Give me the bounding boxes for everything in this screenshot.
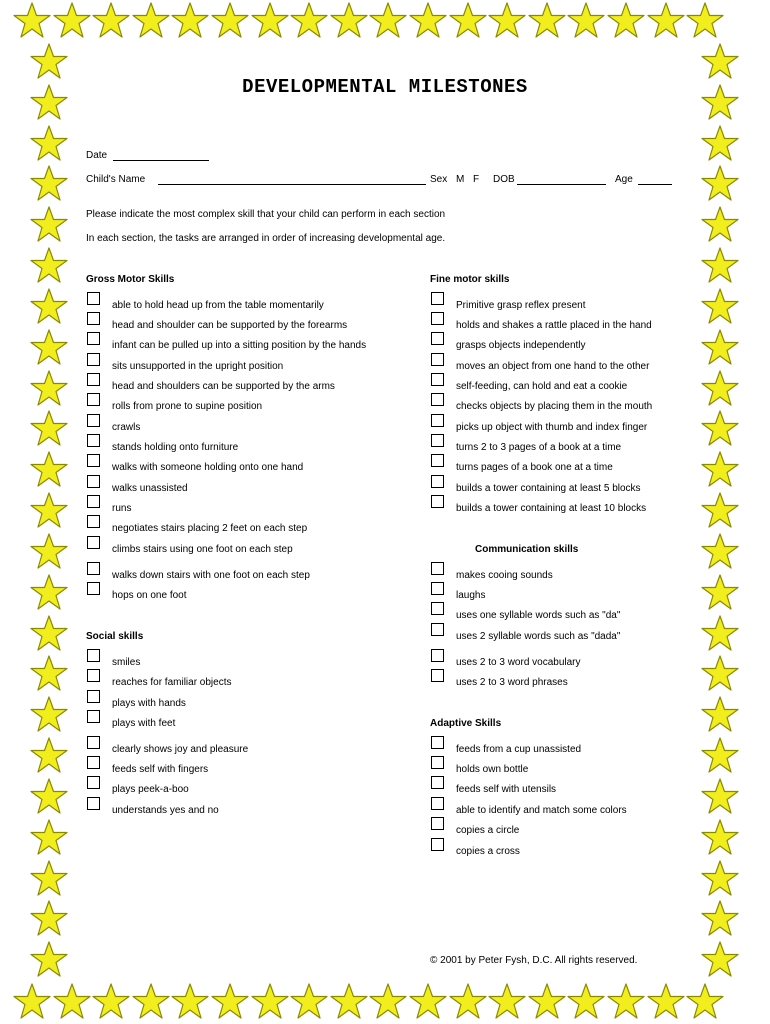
checklist-item-label: copies a circle — [456, 825, 520, 836]
checkbox[interactable] — [431, 602, 444, 615]
star-icon — [369, 983, 407, 1021]
star-icon — [701, 860, 739, 898]
checkbox[interactable] — [87, 649, 100, 662]
checklist-item-label: copies a cross — [456, 846, 520, 857]
checklist-item-label: head and shoulders can be supported by the arms — [112, 381, 335, 392]
star-icon — [132, 983, 170, 1021]
star-icon — [30, 819, 68, 857]
checklist-item-label: uses 2 syllable words such as "dada" — [456, 631, 621, 642]
checklist-item-label: turns 2 to 3 pages of a book at a time — [456, 442, 622, 453]
checklist-item-label: infant can be pulled up into a sitting position by the hands — [112, 340, 367, 351]
star-icon — [488, 983, 526, 1021]
star-icon — [607, 983, 645, 1021]
star-icon — [30, 370, 68, 408]
star-icon — [290, 983, 328, 1021]
star-icon — [701, 451, 739, 489]
gross-motor-title: Gross Motor Skills — [86, 274, 175, 285]
checkbox[interactable] — [87, 312, 100, 325]
star-icon — [290, 2, 328, 40]
instruction-line: Please indicate the most complex skill that your child can perform in each section — [86, 209, 446, 220]
sex-label: Sex — [430, 174, 448, 185]
star-icon — [701, 370, 739, 408]
checkbox[interactable] — [431, 495, 444, 508]
star-icon — [647, 983, 685, 1021]
star-icon — [701, 410, 739, 448]
star-icon — [53, 983, 91, 1021]
checklist-item-label: moves an object from one hand to the other — [456, 361, 650, 372]
star-icon — [567, 983, 605, 1021]
checkbox[interactable] — [431, 817, 444, 830]
star-icon — [647, 2, 685, 40]
child-name-label: Child's Name — [86, 174, 146, 185]
child-name-field[interactable] — [158, 184, 426, 185]
checklist-item-label: able to hold head up from the table momentarily — [112, 300, 324, 311]
star-icon — [171, 983, 209, 1021]
checkbox[interactable] — [431, 838, 444, 851]
star-icon — [701, 941, 739, 979]
checklist-item-label: sits unsupported in the upright position — [112, 361, 284, 372]
star-icon — [30, 206, 68, 244]
star-icon — [251, 2, 289, 40]
star-icon — [528, 2, 566, 40]
checklist-item-label: walks down stairs with one foot on each step — [112, 570, 310, 581]
age-label: Age — [615, 174, 633, 185]
checkbox[interactable] — [431, 434, 444, 447]
instruction-line: In each section, the tasks are arranged in order of increasing developmental age. — [86, 233, 446, 244]
star-icon — [701, 206, 739, 244]
star-icon — [30, 941, 68, 979]
sex-m-option[interactable]: M — [456, 174, 465, 185]
checkbox[interactable] — [87, 373, 100, 386]
star-icon — [92, 2, 130, 40]
checklist-item-label: rolls from prone to supine position — [112, 401, 263, 412]
checkbox[interactable] — [87, 736, 100, 749]
checklist-item-label: plays with hands — [112, 698, 186, 709]
star-icon — [701, 615, 739, 653]
checklist-item-label: holds and shakes a rattle placed in the hand — [456, 320, 652, 331]
checklist-item-label: walks unassisted — [112, 483, 188, 494]
checkbox[interactable] — [431, 292, 444, 305]
star-icon — [701, 900, 739, 938]
checkbox[interactable] — [87, 710, 100, 723]
star-icon — [30, 574, 68, 612]
checklist-item-label: makes cooing sounds — [456, 570, 553, 581]
checklist-item-label: grasps objects independently — [456, 340, 586, 351]
checklist-item-label: feeds self with fingers — [112, 764, 209, 775]
checkbox[interactable] — [431, 312, 444, 325]
checkbox[interactable] — [87, 454, 100, 467]
star-icon — [30, 655, 68, 693]
checkbox[interactable] — [431, 475, 444, 488]
checklist-item-label: climbs stairs using one foot on each step — [112, 544, 293, 555]
star-icon — [30, 778, 68, 816]
star-icon — [13, 2, 51, 40]
checkbox[interactable] — [431, 776, 444, 789]
checkbox[interactable] — [431, 756, 444, 769]
star-icon — [701, 125, 739, 163]
star-icon — [409, 983, 447, 1021]
star-icon — [13, 983, 51, 1021]
star-icon — [30, 125, 68, 163]
star-icon — [211, 2, 249, 40]
checklist-item-label: uses one syllable words such as "da" — [456, 610, 621, 621]
star-icon — [449, 2, 487, 40]
checkbox[interactable] — [87, 353, 100, 366]
star-icon — [701, 533, 739, 571]
sex-f-option[interactable]: F — [473, 174, 480, 185]
star-icon — [701, 329, 739, 367]
star-icon — [30, 737, 68, 775]
star-icon — [686, 983, 724, 1021]
checklist-item-label: self-feeding, can hold and eat a cookie — [456, 381, 628, 392]
checkbox[interactable] — [431, 393, 444, 406]
star-icon — [701, 737, 739, 775]
star-icon — [30, 533, 68, 571]
checklist-item-label: uses 2 to 3 word phrases — [456, 677, 568, 688]
star-icon — [30, 696, 68, 734]
checklist-item-label: clearly shows joy and pleasure — [112, 744, 249, 755]
checklist-item-label: runs — [112, 503, 132, 514]
checkbox[interactable] — [431, 562, 444, 575]
checklist-item-label: Primitive grasp reflex present — [456, 300, 586, 311]
star-icon — [701, 819, 739, 857]
checkbox[interactable] — [87, 776, 100, 789]
adaptive-title: Adaptive Skills — [430, 718, 502, 729]
star-icon — [30, 900, 68, 938]
communication-title: Communication skills — [475, 544, 579, 555]
checkbox[interactable] — [87, 756, 100, 769]
checkbox[interactable] — [431, 582, 444, 595]
checkbox[interactable] — [87, 475, 100, 488]
checklist-item-label: builds a tower containing at least 10 blocks — [456, 503, 647, 514]
star-icon — [330, 2, 368, 40]
star-icon — [528, 983, 566, 1021]
star-icon — [30, 329, 68, 367]
checkbox[interactable] — [431, 353, 444, 366]
dob-field[interactable] — [517, 184, 606, 185]
checkbox[interactable] — [87, 797, 100, 810]
checkbox[interactable] — [87, 414, 100, 427]
checkbox[interactable] — [87, 582, 100, 595]
checklist-item-label: plays with feet — [112, 718, 176, 729]
star-icon — [701, 288, 739, 326]
checklist-item-label: builds a tower containing at least 5 blocks — [456, 483, 641, 494]
checklist-item-label: head and shoulder can be supported by the forearms — [112, 320, 348, 331]
star-icon — [251, 983, 289, 1021]
checkbox[interactable] — [431, 736, 444, 749]
star-icon — [30, 451, 68, 489]
checklist-item-label: turns pages of a book one at a time — [456, 462, 613, 473]
checkbox[interactable] — [87, 515, 100, 528]
checkbox[interactable] — [431, 332, 444, 345]
star-icon — [701, 492, 739, 530]
star-icon — [701, 574, 739, 612]
checkbox[interactable] — [87, 690, 100, 703]
star-icon — [30, 165, 68, 203]
fine-motor-title: Fine motor skills — [430, 274, 510, 285]
page-title: DEVELOPMENTAL MILESTONES — [242, 76, 528, 98]
star-icon — [171, 2, 209, 40]
checkbox[interactable] — [87, 669, 100, 682]
checkbox[interactable] — [431, 454, 444, 467]
star-icon — [211, 983, 249, 1021]
checkbox[interactable] — [431, 649, 444, 662]
age-field[interactable] — [638, 184, 672, 185]
checklist-item-label: checks objects by placing them in the mouth — [456, 401, 653, 412]
star-icon — [686, 2, 724, 40]
checklist-item-label: reaches for familiar objects — [112, 677, 232, 688]
checklist-item-label: uses 2 to 3 word vocabulary — [456, 657, 581, 668]
star-icon — [53, 2, 91, 40]
checklist-item-label: understands yes and no — [112, 805, 219, 816]
checkbox[interactable] — [431, 797, 444, 810]
star-icon — [30, 492, 68, 530]
checkbox[interactable] — [87, 393, 100, 406]
dob-label: DOB — [493, 174, 515, 185]
date-field[interactable] — [113, 160, 209, 161]
checklist-item-label: picks up object with thumb and index finger — [456, 422, 648, 433]
checkbox[interactable] — [87, 495, 100, 508]
star-icon — [701, 165, 739, 203]
star-icon — [701, 778, 739, 816]
star-icon — [30, 288, 68, 326]
checklist-item-label: smiles — [112, 657, 141, 668]
copyright-footer: © 2001 by Peter Fysh, D.C. All rights reserved. — [430, 955, 638, 966]
checkbox[interactable] — [431, 414, 444, 427]
checklist-item-label: plays peek-a-boo — [112, 784, 189, 795]
star-icon — [30, 615, 68, 653]
social-title: Social skills — [86, 631, 144, 642]
checklist-item-label: feeds self with utensils — [456, 784, 557, 795]
checkbox[interactable] — [87, 562, 100, 575]
star-icon — [488, 2, 526, 40]
star-icon — [449, 983, 487, 1021]
star-icon — [330, 983, 368, 1021]
checklist-item-label: holds own bottle — [456, 764, 529, 775]
checklist-item-label: able to identify and match some colors — [456, 805, 627, 816]
star-icon — [92, 983, 130, 1021]
checklist-item-label: negotiates stairs placing 2 feet on each step — [112, 523, 308, 534]
checkbox[interactable] — [431, 373, 444, 386]
star-icon — [369, 2, 407, 40]
checkbox[interactable] — [87, 434, 100, 447]
checklist-item-label: stands holding onto furniture — [112, 442, 239, 453]
checkbox[interactable] — [431, 623, 444, 636]
star-icon — [701, 247, 739, 285]
star-icon — [30, 410, 68, 448]
checkbox[interactable] — [87, 292, 100, 305]
star-icon — [567, 2, 605, 40]
checklist-item-label: feeds from a cup unassisted — [456, 744, 582, 755]
checklist-item-label: crawls — [112, 422, 141, 433]
star-icon — [701, 696, 739, 734]
checklist-item-label: walks with someone holding onto one hand — [112, 462, 304, 473]
checkbox[interactable] — [431, 669, 444, 682]
checkbox[interactable] — [87, 332, 100, 345]
star-icon — [132, 2, 170, 40]
checkbox[interactable] — [87, 536, 100, 549]
star-icon — [701, 655, 739, 693]
star-icon — [30, 860, 68, 898]
checklist-item-label: laughs — [456, 590, 486, 601]
star-icon — [607, 2, 645, 40]
checklist-item-label: hops on one foot — [112, 590, 187, 601]
star-icon — [30, 247, 68, 285]
date-label: Date — [86, 150, 108, 161]
star-icon — [409, 2, 447, 40]
